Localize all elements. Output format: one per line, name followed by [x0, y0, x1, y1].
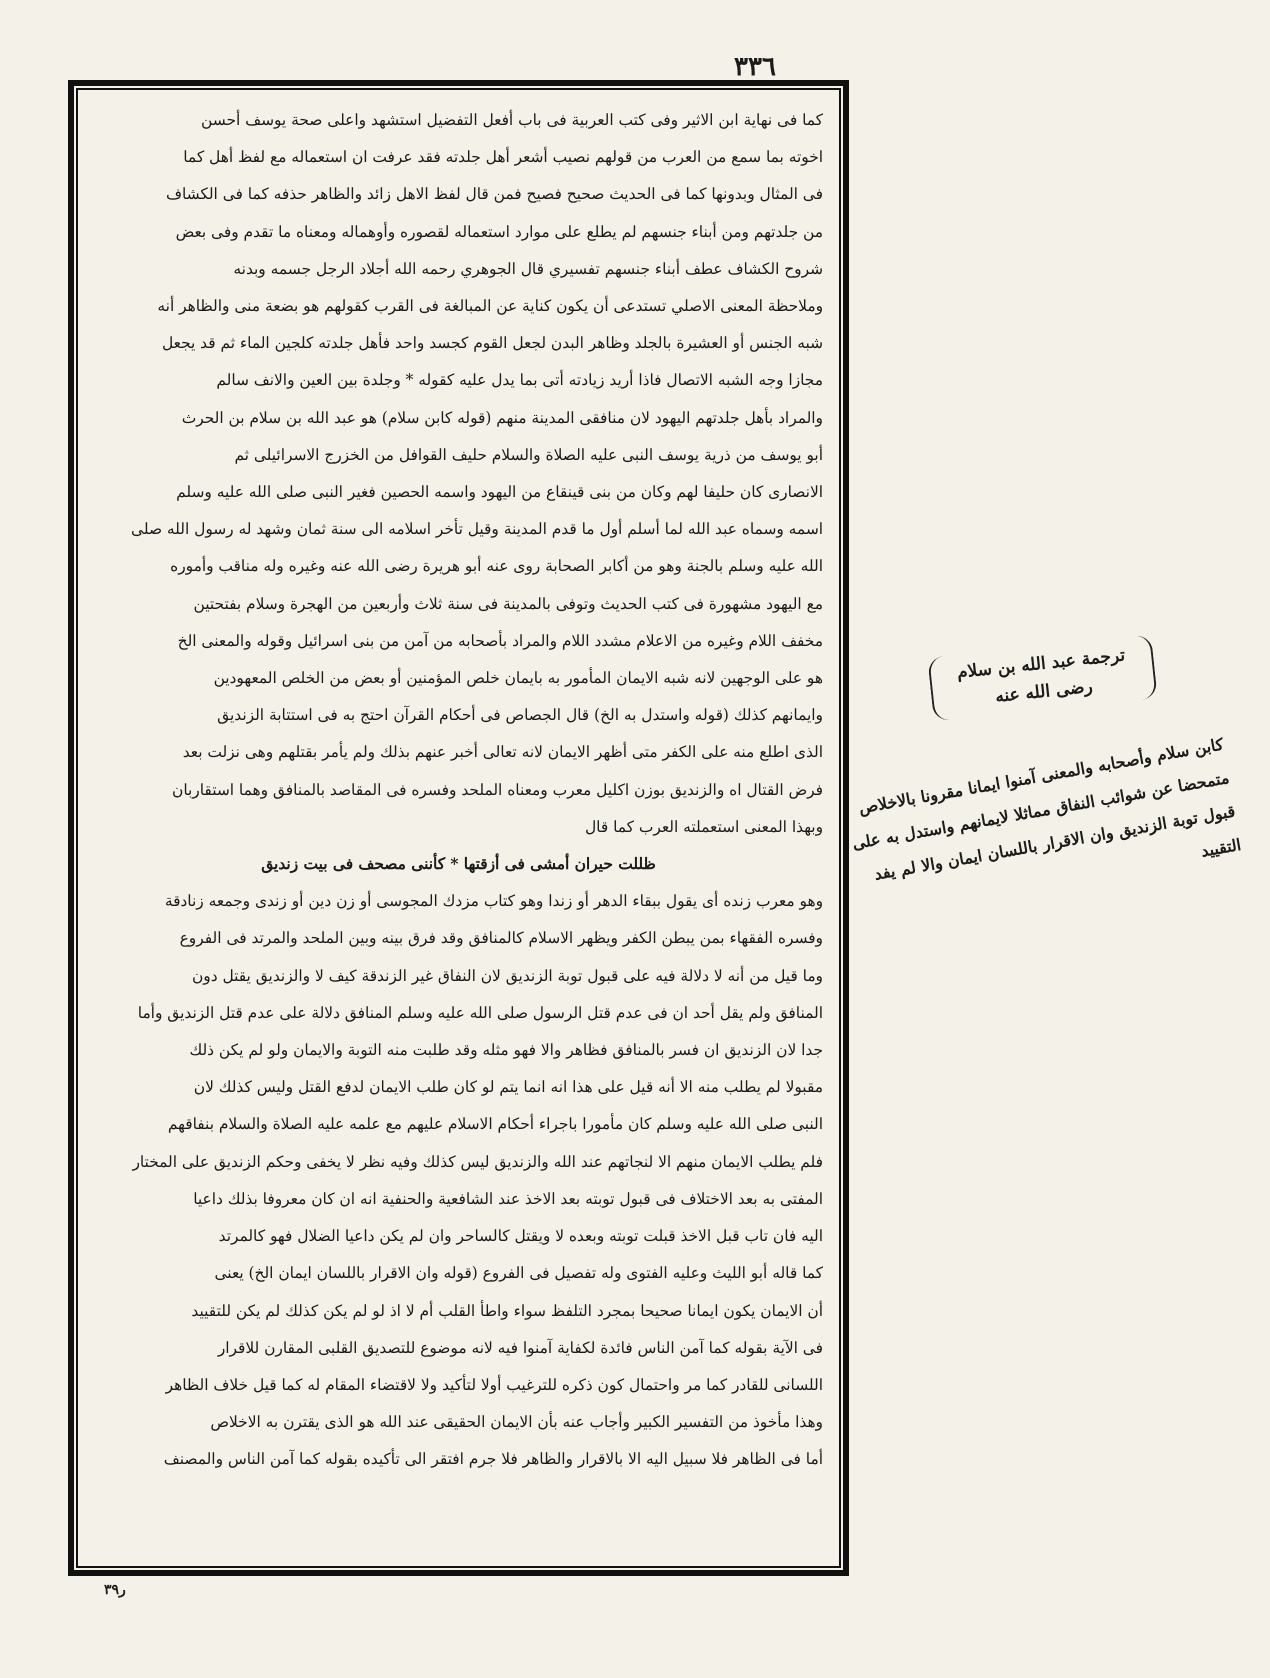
text-line: هو على الوجهين لانه شبه الايمان المأمور به بايمان خلص المؤمنين أو بعض من الخلص المعهودين	[213, 669, 823, 688]
page-number: ٣٣٦	[734, 52, 776, 82]
text-line: فلم يطلب الايمان منهم الا لنجاتهم عند الله والزنديق ليس كذلك وفيه نظر لا يخفى وحكم الزنديق على المختار	[132, 1152, 823, 1171]
text-line: أن الايمان يكون ايمانا صحيحا بمجرد التلفظ سواء واطأ القلب أم لا اذ لو لم يكن كذلك لم يكن للتقييد	[191, 1301, 823, 1320]
text-line: كما قاله أبو الليث وعليه الفتوى وله تفصيل فى الفروع (قوله وان الاقرار باللسان ايمان الخ) يعنى	[214, 1264, 823, 1283]
text-line: مخفف اللام وغيره من الاعلام مشدد اللام والمراد بأصحابه من آمن من بنى اسرائيل وقوله والمعنى الخ	[177, 631, 823, 650]
margin-note-gloss: كابن سلام وأصحابه والمعنى آمنوا ايمانا مقرونا بالاخلاص متمحضا عن شوائب النفاق مماثلا لايمانهم واستدل به على قبول توبة الزنديق وان الاقرار باللسان ايمان والا لم يفد التقييد	[850, 734, 1243, 884]
text-line: والمراد بأهل جلدتهم اليهود لان منافقى المدينة منهم (قوله كابن سلام) هو عبد الله بن سلام بن الحرث	[181, 408, 823, 427]
text-line: وفسره الفقهاء بمن يبطن الكفر ويظهر الاسلام كالمنافق وقد فرق بينه وبين الملحد والمرتد فى الفروع	[179, 929, 823, 948]
text-line: المفتى به بعد الاختلاف فى قبول توبته بعد الاخذ عند الشافعية والحنفية انه ان كان معروفا بذلك داعيا	[193, 1189, 823, 1208]
text-line: فى المثال وبدونها كما فى الحديث صحيح فصيح فمن قال لفظ الاهل زائد والظاهر حذفه كما فى الكشاف	[165, 185, 823, 204]
text-line: شروح الكشاف عطف أبناء جنسهم تفسيري قال الجوهري رحمه الله أجلاد الرجل جسمه وبدنه	[233, 259, 823, 278]
text-line: وايمانهم كذلك (قوله واستدل به الخ) قال الجصاص فى أحكام القرآن احتج به فى استتابة الزنديق	[217, 706, 823, 725]
text-line: الانصارى كان حليفا لهم وكان من بنى قينقاع من اليهود واسمه الحصين فغير النبى صلى الله عليه وسلم	[176, 483, 823, 502]
text-line: النبى صلى الله عليه وسلم كان مأمورا باجراء أحكام الاسلام عليهم مع علمه عليه الصلاة والسلام بنفاقهم	[167, 1115, 823, 1134]
printer-signature: ر٣٩	[104, 1582, 126, 1598]
main-text-block-2	[94, 883, 823, 1478]
text-line: وبهذا المعنى استعملته العرب كما قال	[584, 817, 823, 836]
text-line: فرض القتال اه والزنديق بوزن اكليل معرب ومعناه الملحد وفسره فى المقاصد بالمنافق وهما استقاربان	[172, 780, 823, 799]
text-line: من جلدتهم ومن أبناء جنسهم لم يطلع على موارد استعماله لقصوره وأوهماله ومعناه ما تقدم وفى بعض	[175, 222, 823, 241]
text-line: وهو معرب زنده أى يقول ببقاء الدهر أو زندا وهو كتاب مزدك المجوسى أو زن دين أو زندى وجمعه زنادقة	[164, 892, 823, 911]
text-line: اسمه وسماه عبد الله لما أسلم أول ما قدم المدينة وقيل تأخر اسلامه الى سنة ثمان وشهد له رسول الله صلى	[131, 520, 823, 539]
text-line: أما فى الظاهر فلا سبيل اليه الا بالاقرار والظاهر فلا جرم افتقر الى تأكيده بقوله كما آمن الناس والمصنف	[163, 1450, 823, 1469]
text-line: مع اليهود مشهورة فى كتب الحديث وتوفى بالمدينة فى سنة ثلاث وأربعين من الهجرة وسلام بفتحتين	[193, 594, 823, 613]
text-line: اللسانى للقادر كما مر واحتمال كون ذكره للترغيب أولا لتأكيد ولا لاقتضاء المقام له كما قيل خلاف الظاهر	[165, 1375, 823, 1394]
text-line: الذى اطلع منه على الكفر متى أظهر الايمان لانه تعالى أخبر عنهم بذلك ولم يأمر بقتلهم وهى نزلت بعد	[182, 743, 823, 762]
text-line: كما فى نهاية ابن الاثير وفى كتب العربية فى باب أفعل التفضيل استشهد واعلى صحة يوسف أحسن	[201, 111, 823, 129]
text-line: اخوته بما سمع من العرب من قولهم نصيب أشعر أهل جلدته فقد عرفت ان استعماله مع لفظ أهل كما	[183, 148, 823, 167]
text-line: فى الآية بقوله كما آمن الناس فائدة لكفاية آمنوا فيه لانه موضوع للتصديق القلبى المقارن للاقرار	[217, 1338, 823, 1357]
text-line: جدا لان الزنديق ان فسر بالمنافق فظاهر والا فهو مثله وقد طلبت منه التوبة والايمان ولو لم يكن ذلك	[189, 1041, 823, 1060]
main-text-block	[94, 102, 823, 846]
page-frame-inner	[76, 88, 841, 1568]
poetry-verse: ظللت حيران أمشى فى أزقتها * كأننى مصحف فى بيت زنديق	[261, 855, 656, 874]
text-line: مجازا وجه الشبه الاتصال فاذا أريد زيادته أتى بما يدل عليه كقوله * وجلدة بين العين والانف سالم	[216, 371, 823, 390]
text-line: وهذا مأخوذ من التفسير الكبير وأجاب عنه بأن الايمان الحقيقى عند الله هو الذى يقترن به الاخلاص	[210, 1413, 823, 1432]
text-line: الله عليه وسلم بالجنة وهو من أكابر الصحابة روى عنه أبو هريرة رضى الله عنه وغيره وله مناقب وأموره	[170, 557, 823, 576]
text-line: وما قيل من أنه لا دلالة فيه على قبول توبة الزنديق لان النفاق غير الزندقة كيف لا والزنديق يقتل دون	[191, 966, 823, 985]
text-line: المنافق ولم يقل أحد ان فى عدم قتل الرسول صلى الله عليه وسلم المنافق دلالة على عدم قتل الزنديق وأما	[137, 1003, 823, 1022]
text-line: أبو يوسف من ذرية يوسف النبى عليه الصلاة والسلام حليف القوافل من الخزرج الاسرائيلى ثم	[234, 445, 823, 464]
text-line: مقبولا لم يطلب منه الا أنه قيل على هذا انه انما يتم لو كان طلب الايمان لدفع القتل وليس كذلك لان	[193, 1078, 823, 1097]
text-line: اليه فان تاب قبل الاخذ قبلت توبته وبعده لا ويقتل كالساحر وان لم يكن داعيا الضلال فهو كالمرتد	[218, 1227, 823, 1246]
text-line: شبه الجنس أو العشيرة بالجلد وظاهر البدن لجعل القوم كجسد واحد فأهل جلدته كلجين الماء ثم قد يجعل	[161, 334, 823, 353]
text-line: وملاحظة المعنى الاصلي تستدعى أن يكون كناية عن المبالغة فى القرب كقولهم هو بضعة منى والظاهر أنه	[157, 297, 823, 316]
margin-note-heading: ترجمة عبد الله بن سلام رضى الله عنه	[927, 634, 1157, 721]
